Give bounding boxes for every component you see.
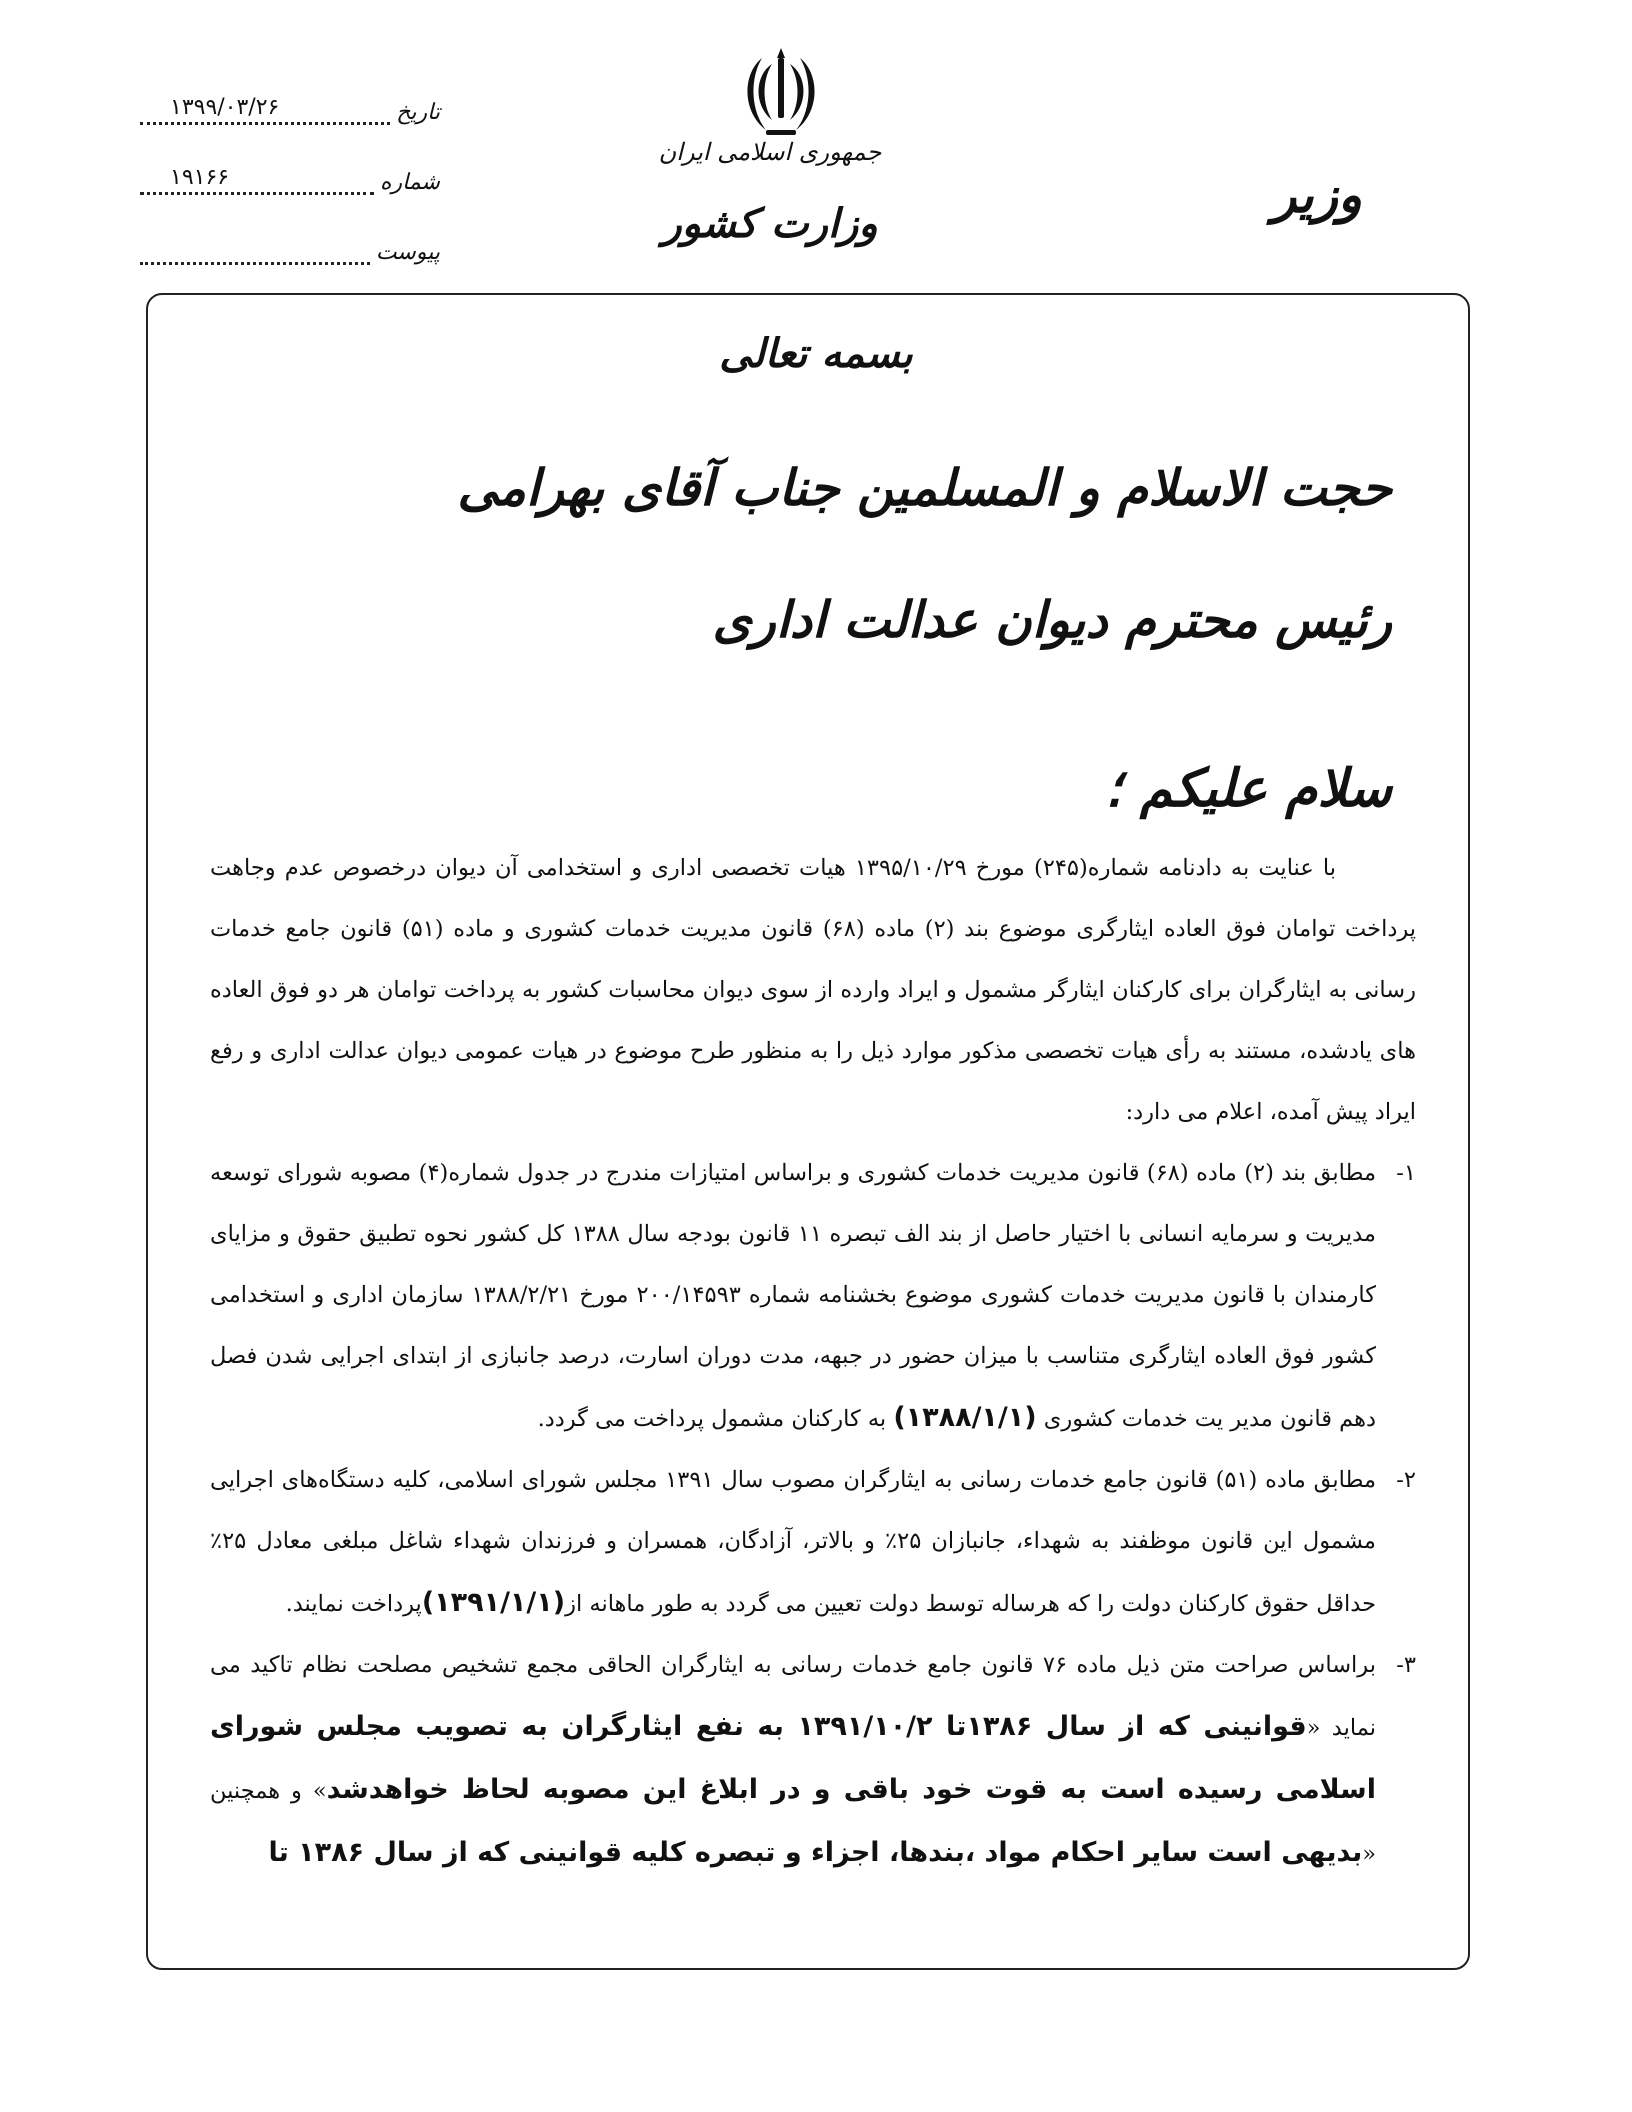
item-bold-date: (۱۳۹۱/۱/۱) — [421, 1587, 566, 1618]
number-label: شماره — [379, 170, 440, 195]
item-text-tail: به کارکنان مشمول پرداخت می گردد. — [537, 1406, 887, 1432]
minister-title: وزیر — [1272, 165, 1362, 224]
addressee-title: رئیس محترم دیوان عدالت اداری — [712, 590, 1392, 649]
item-text-tail: پرداخت نمایند. — [285, 1591, 422, 1617]
item-number: ۲- — [1396, 1467, 1416, 1493]
attachment-field — [140, 225, 440, 265]
item-bold-date: (۱۳۸۸/۱/۱) — [893, 1402, 1037, 1433]
list-item — [210, 1143, 1416, 1450]
salutation: سلام علیکم ؛ — [1105, 758, 1392, 819]
item-number: ۱- — [1396, 1160, 1416, 1186]
list-item — [210, 1635, 1416, 1885]
item-text: براساس صراحت متن ذیل ماده ۷۶ قانون جامع خدمات رسانی به ایثارگران الحاقی مجمع تشخیص مصلحت نظام تاکید می نماید « — [210, 1652, 1376, 1741]
attachment-label: پیوست — [375, 240, 440, 265]
bismillah: بسمه تعالی — [719, 330, 913, 377]
ministry-title: وزارت کشور — [662, 200, 878, 247]
date-value: ۱۳۹۹/۰۳/۲۶ — [170, 95, 280, 120]
item-bold-quote: بدیهی است سایر احکام مواد ،بندها، اجزاء و تبصره کلیه قوانینی که از سال ۱۳۸۶ تا — [268, 1837, 1363, 1868]
date-field — [140, 85, 440, 125]
item-number: ۳- — [1396, 1652, 1416, 1678]
number-value: ۱۹۱۶۶ — [170, 165, 230, 190]
item-text-mid: » و همچنین « — [210, 1778, 1376, 1867]
iran-emblem-icon — [736, 40, 826, 140]
number-field — [140, 155, 440, 195]
list-item — [210, 1450, 1416, 1635]
item-bold-quote: قوانینی که از سال ۱۳۸۶تا ۱۳۹۱/۱۰/۲ به نفع ایثارگران به تصویب مجلس شورای اسلامی رسیده است به قوت خود باقی و در ابلاغ این مصوبه لحاظ خواهدشد — [210, 1711, 1376, 1805]
item-text: مطابق ماده (۵۱) قانون جامع خدمات رسانی به ایثارگران مصوب سال ۱۳۹۱ مجلس شورای اسلامی، کلیه دستگاه‌های اجرایی مشمول این قانون موظفند به شهداء، جانبازان ۲۵٪ و بالاتر، آزادگان، همسران و فرزندان شهداء شاغل مبلغی معادل ۲۵٪ حداقل حقوق کارکنان دولت را که هرساله توسط دولت تعیین می گردد به طور ماهانه از — [210, 1467, 1377, 1617]
item-text: مطابق بند (۲) ماده (۶۸) قانون مدیریت خدمات کشوری و براساس امتیازات مندرج در جدول شماره(۴) مصوبه شورای توسعه مدیریت و سرمایه انسانی با اختیار حاصل از بند الف تبصره ۱۱ قانون بودجه سال ۱۳۸۸ کل کشور نحوه تطبیق حقوق و مزایای کارمندان با قانون مدیریت خدمات کشوری موضوع بخشنامه شماره ۲۰۰/۱۴۵۹۳ مورخ ۱۳۸۸/۲/۲۱ سازمان اداری و استخدامی کشور فوق العاده ایثارگری متناسب با میزان حضور در جبهه، مدت دوران اسارت، درصد جانبازی از ابتدای اجرایی شدن فصل دهم قانون مدیر یت خدمات کشوری — [210, 1160, 1377, 1432]
date-label: تاریخ — [396, 100, 440, 125]
republic-title: جمهوری اسلامی ایران — [658, 138, 882, 166]
letter-body — [210, 838, 1416, 1885]
addressee-name: حجت الاسلام و المسلمین جناب آقای بهرامی — [457, 458, 1392, 517]
intro-paragraph: با عنایت به دادنامه شماره(۲۴۵) مورخ ۱۳۹۵/۱۰/۲۹ هیات تخصصی اداری و استخدامی آن دیوان درخصوص عدم وجاهت پرداخت توامان فوق العاده ایثارگری موضوع بند (۲) ماده (۶۸) قانون مدیریت خدمات کشوری و ماده (۵۱) قانون جامع خدمات رسانی به ایثارگران برای کارکنان ایثارگر مشمول و ایراد وارده از سوی دیوان محاسبات کشور به پرداخت توامان هر دو فوق العاده های یادشده، مستند به رأی هیات تخصصی مذکور موارد ذیل را به منظور طرح موضوع در هیات عمومی دیوان عدالت اداری و رفع ایراد پیش آمده، اعلام می دارد: — [210, 855, 1417, 1125]
